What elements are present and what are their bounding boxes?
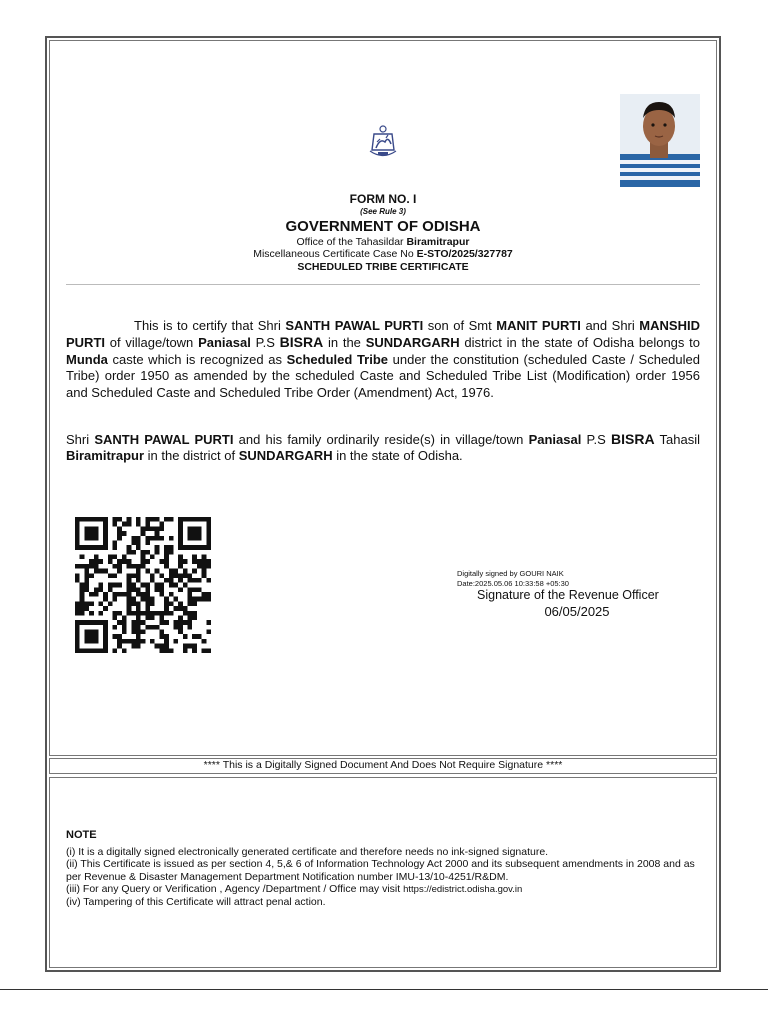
certification-paragraph: This is to certify that Shri SANTH PAWAL PURTI son of Smt MANIT PURTI and Shri MANSHID PURTI of village/town Paniasal P.S BISRA in the SUNDARGARH district in the state of Odisha belongs to Munda caste which is recognized as Scheduled Tribe under the constitution (scheduled Caste / Scheduled Tribe) order 1950 as amended by the scheduled Caste and Scheduled Tribe List (Modification) order 1956 and Scheduled Caste and Scheduled Tribe Order (Amendment) Act, 1976. <box>66 318 701 400</box>
digital-signature-notice: **** This is a Digitally Signed Document And Does Not Require Signature **** <box>203 759 563 771</box>
certificate-title: SCHEDULED TRIBE CERTIFICATE <box>297 261 469 273</box>
rule-reference: (See Rule 3) <box>360 207 406 216</box>
note-heading: NOTE <box>66 829 97 841</box>
signature-title: Signature of the Revenue Officer <box>477 588 659 602</box>
note-item-4: (iv) Tampering of this Certificate will attract penal action. <box>66 896 326 908</box>
qr-modules <box>75 517 211 653</box>
government-title: GOVERNMENT OF ODISHA <box>285 218 481 235</box>
signature-date: 06/05/2025 <box>544 604 610 619</box>
office-name: Biramitrapur <box>406 236 470 248</box>
form-number: FORM NO. I <box>349 192 417 206</box>
signed-by-text: Digitally signed by GOURI NAIK <box>457 569 564 578</box>
applicant-photo <box>620 94 700 187</box>
note-item-3: (iii) For any Query or Verification , Agency /Department / Office may visit https://edistrict.odisha.gov.in <box>66 883 523 895</box>
case-line: Miscellaneous Certificate Case No E-STO/2025/327787 <box>253 248 513 260</box>
qr-code <box>70 517 216 653</box>
odisha-emblem-icon <box>360 120 406 162</box>
office-line: Office of the Tahasildar Biramitrapur <box>296 236 470 248</box>
note-item-2: (ii) This Certificate is issued as per section 4, 5,& 6 of Information Technology Act 2000 and its subsequent amendments in 2008 and as per Revenue & Disaster Management Department Notification number IMU-13/10-4251/R&DM. <box>66 858 695 883</box>
verification-link[interactable]: https://edistrict.odisha.gov.in <box>403 884 523 895</box>
header-divider <box>66 284 700 285</box>
signed-date-text: Date:2025.05.06 10:33:58 +05:30 <box>457 579 569 588</box>
note-item-1: (i) It is a digitally signed electronically generated certificate and therefore needs no ink-signed signature. <box>66 846 549 858</box>
case-number: E-STO/2025/327787 <box>416 248 513 260</box>
page-bottom-rule <box>0 989 768 990</box>
residence-paragraph: Shri SANTH PAWAL PURTI and his family ordinarily reside(s) in village/town Paniasal P.S BISRA Tahasil Biramitrapur in the district of SUNDARGARH in the state of Odisha. <box>66 431 700 464</box>
